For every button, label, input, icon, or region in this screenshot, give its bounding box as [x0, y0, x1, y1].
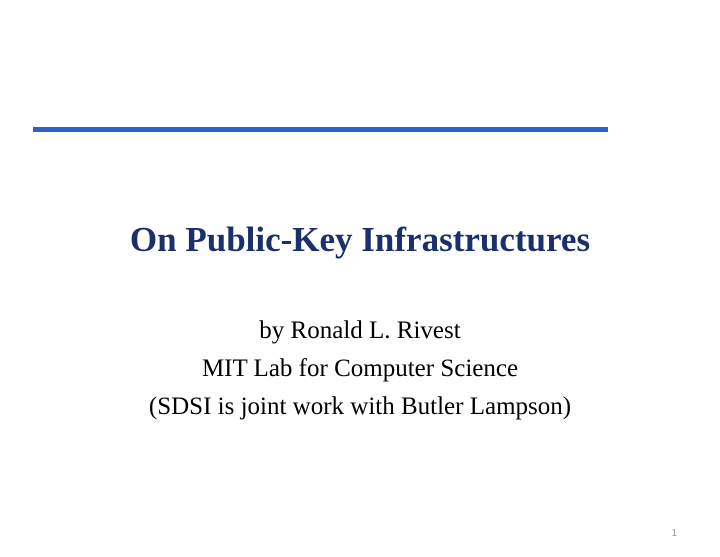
affiliation-line: MIT Lab for Computer Science [201, 355, 519, 382]
page-number: 1 [671, 528, 677, 539]
title-rule [33, 127, 608, 132]
collaboration-note: (SDSI is joint work with Butler Lampson) [148, 393, 572, 420]
slide-title: On Public-Key Infrastructures [129, 220, 591, 259]
author-line: by Ronald L. Rivest [259, 317, 461, 344]
subtitle-block [0, 312, 720, 426]
